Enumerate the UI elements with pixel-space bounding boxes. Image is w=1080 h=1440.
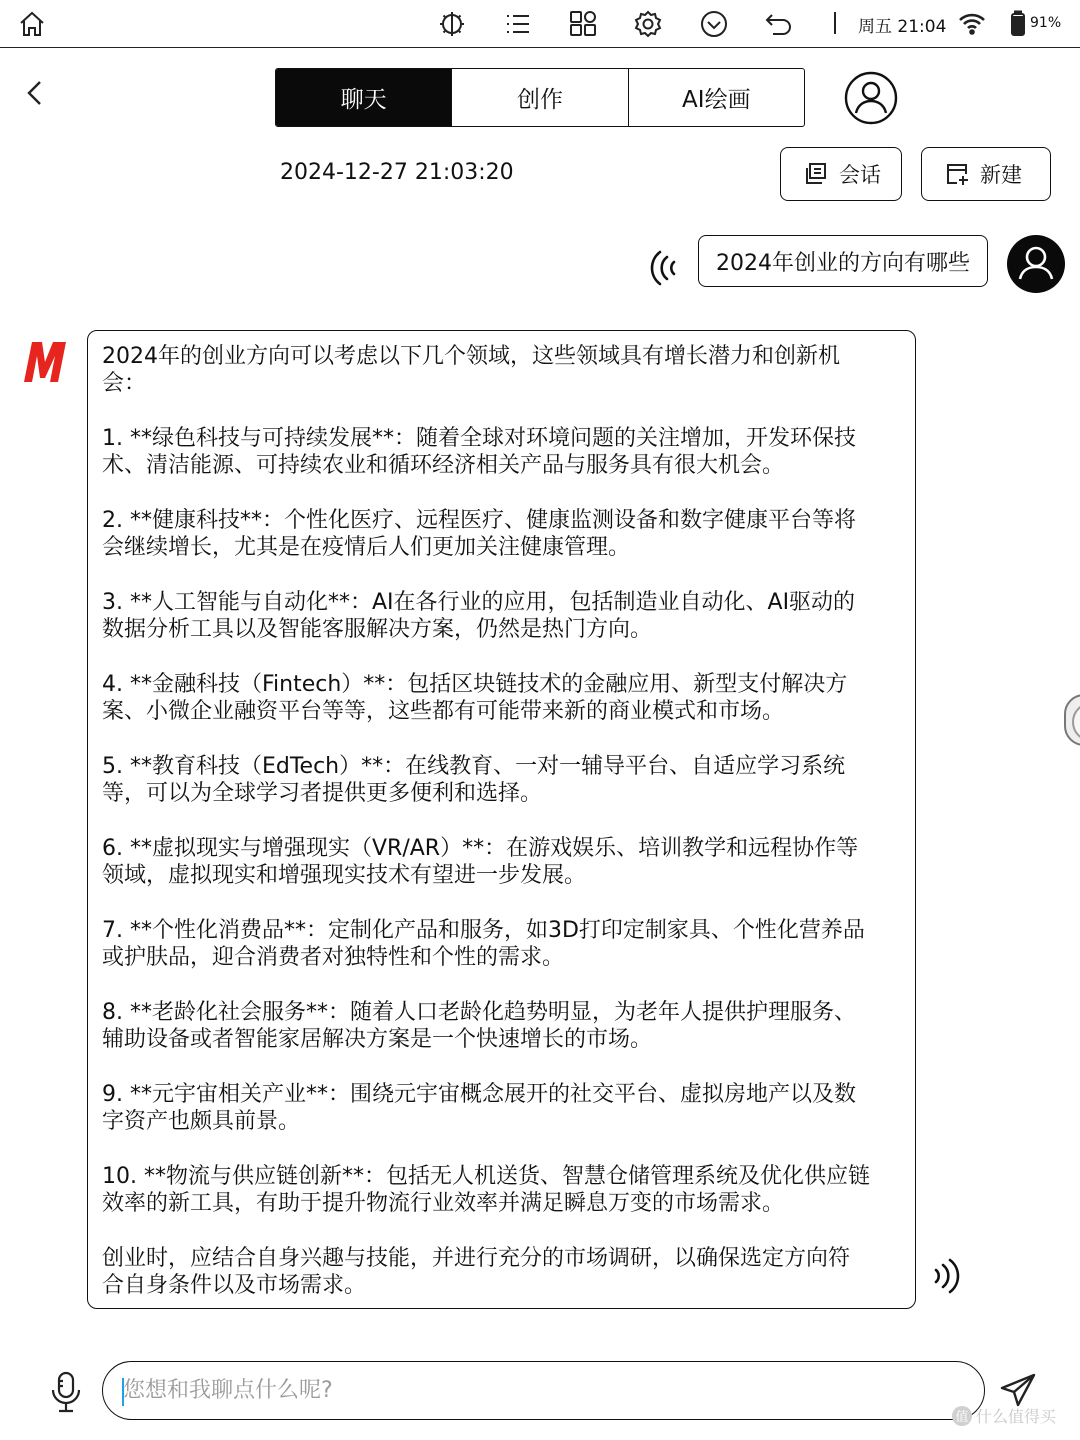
user-speaker-icon[interactable]: [648, 248, 682, 288]
status-bar: [0, 0, 1080, 48]
bot-logo: [20, 336, 70, 386]
apps-grid-icon[interactable]: [567, 8, 599, 40]
undo-icon[interactable]: [763, 8, 795, 40]
bot-paragraph: 4. **金融科技（Fintech）**：包括区块链技术的金融应用、新型支付解决方 案、小微企业融资平台等等，这些都有可能带来新的商业模式和市场。: [102, 672, 848, 724]
bot-paragraph: 5. **教育科技（EdTech）**：在线教育、一对一辅导平台、自适应学习系统 等，可以为全球学习者提供更多便利和选择。: [102, 754, 846, 806]
user-avatar: [1006, 234, 1066, 294]
battery-percent: 91%: [1030, 15, 1062, 31]
home-icon[interactable]: [16, 8, 48, 40]
tab-create[interactable]: 创作: [451, 69, 627, 126]
clock-time: 周五 21:04: [858, 17, 947, 37]
new-doc-icon: [944, 161, 970, 187]
text-caret: [122, 1378, 124, 1406]
settings-gear-icon[interactable]: [632, 8, 664, 40]
bot-logo-icon: [20, 336, 70, 386]
watermark-text: 什么值得买: [976, 1407, 1057, 1426]
bot-paragraph: 2024年的创业方向可以考虑以下几个领域，这些领域具有增长潜力和创新机 会：: [102, 344, 840, 396]
bot-message-bubble: [87, 330, 916, 1309]
user-avatar-icon: [1006, 234, 1066, 294]
bot-paragraph: 6. **虚拟现实与增强现实（VR/AR）**：在游戏娱乐、培训教学和远程协作等 领域，虚拟现实和增强现实技术有望进一步发展。: [102, 836, 859, 888]
bot-paragraph: 创业时，应结合自身兴趣与技能，并进行充分的市场调研，以确保选定方向符 合自身条件以及市场需求。: [102, 1246, 851, 1298]
bot-paragraph: 9. **元宇宙相关产业**：围绕元宇宙概念展开的社交平台、虚拟房地产以及数 字资产也颇具前景。: [102, 1082, 856, 1134]
bot-speaker-icon[interactable]: [928, 1256, 962, 1296]
floating-assist-handle[interactable]: [1064, 694, 1080, 746]
sessions-button[interactable]: [780, 147, 902, 201]
profile-button[interactable]: [844, 71, 898, 125]
chat-input-box[interactable]: [102, 1361, 985, 1420]
chat-input[interactable]: [123, 1362, 984, 1419]
chevron-left-icon: [18, 76, 52, 110]
mode-tabs: [275, 68, 805, 127]
watermark: [952, 1404, 1056, 1427]
microphone-button[interactable]: [48, 1370, 84, 1414]
tab-chat[interactable]: 聊天: [276, 69, 451, 126]
new-session-label: 新建: [980, 163, 1022, 187]
bot-paragraph: 10. **物流与供应链创新**：包括无人机送货、智慧仓储管理系统及优化供应链 效率的新工具，有助于提升物流行业效率并满足瞬息万变的市场需求。: [102, 1164, 870, 1216]
bot-paragraph: 7. **个性化消费品**：定制化产品和服务，如3D打印定制家具、个性化营养品 或护肤品，迎合消费者对独特性和个性的需求。: [102, 918, 865, 970]
back-button[interactable]: [18, 76, 52, 110]
chevron-down-circle-icon[interactable]: [698, 8, 730, 40]
user-profile-icon: [844, 71, 898, 125]
status-divider: [834, 12, 836, 34]
microphone-icon: [48, 1370, 84, 1414]
wifi-icon: [956, 8, 988, 40]
bot-paragraph: 3. **人工智能与自动化**：AI在各行业的应用，包括制造业自动化、AI驱动的 数据分析工具以及智能客服解决方案，仍然是热门方向。: [102, 590, 856, 642]
new-session-button[interactable]: [921, 147, 1051, 201]
bot-paragraph: 1. **绿色科技与可持续发展**：随着全球对环境问题的关注增加，开发环保技 术、清洁能源、可持续农业和循环经济相关产品与服务具有很大机会。: [102, 426, 856, 478]
conversation-timestamp: 2024-12-27 21:03:20: [280, 160, 514, 185]
user-message-bubble: 2024年创业的方向有哪些: [698, 235, 988, 287]
watermark-logo: 值: [952, 1406, 972, 1426]
menu-list-icon[interactable]: [502, 8, 534, 40]
bot-paragraph: 2. **健康科技**：个性化医疗、远程医疗、健康监测设备和数字健康平台等将 会继续增长，尤其是在疫情后人们更加关注健康管理。: [102, 508, 856, 560]
bot-paragraph: 8. **老龄化社会服务**：随着人口老龄化趋势明显，为老年人提供护理服务、 辅助设备或者智能家居解决方案是一个快速增长的市场。: [102, 1000, 856, 1052]
sessions-label: 会话: [839, 163, 881, 187]
brightness-icon[interactable]: [436, 8, 468, 40]
tab-ai-drawing[interactable]: AI绘画: [628, 69, 804, 126]
sessions-list-icon: [803, 161, 829, 187]
